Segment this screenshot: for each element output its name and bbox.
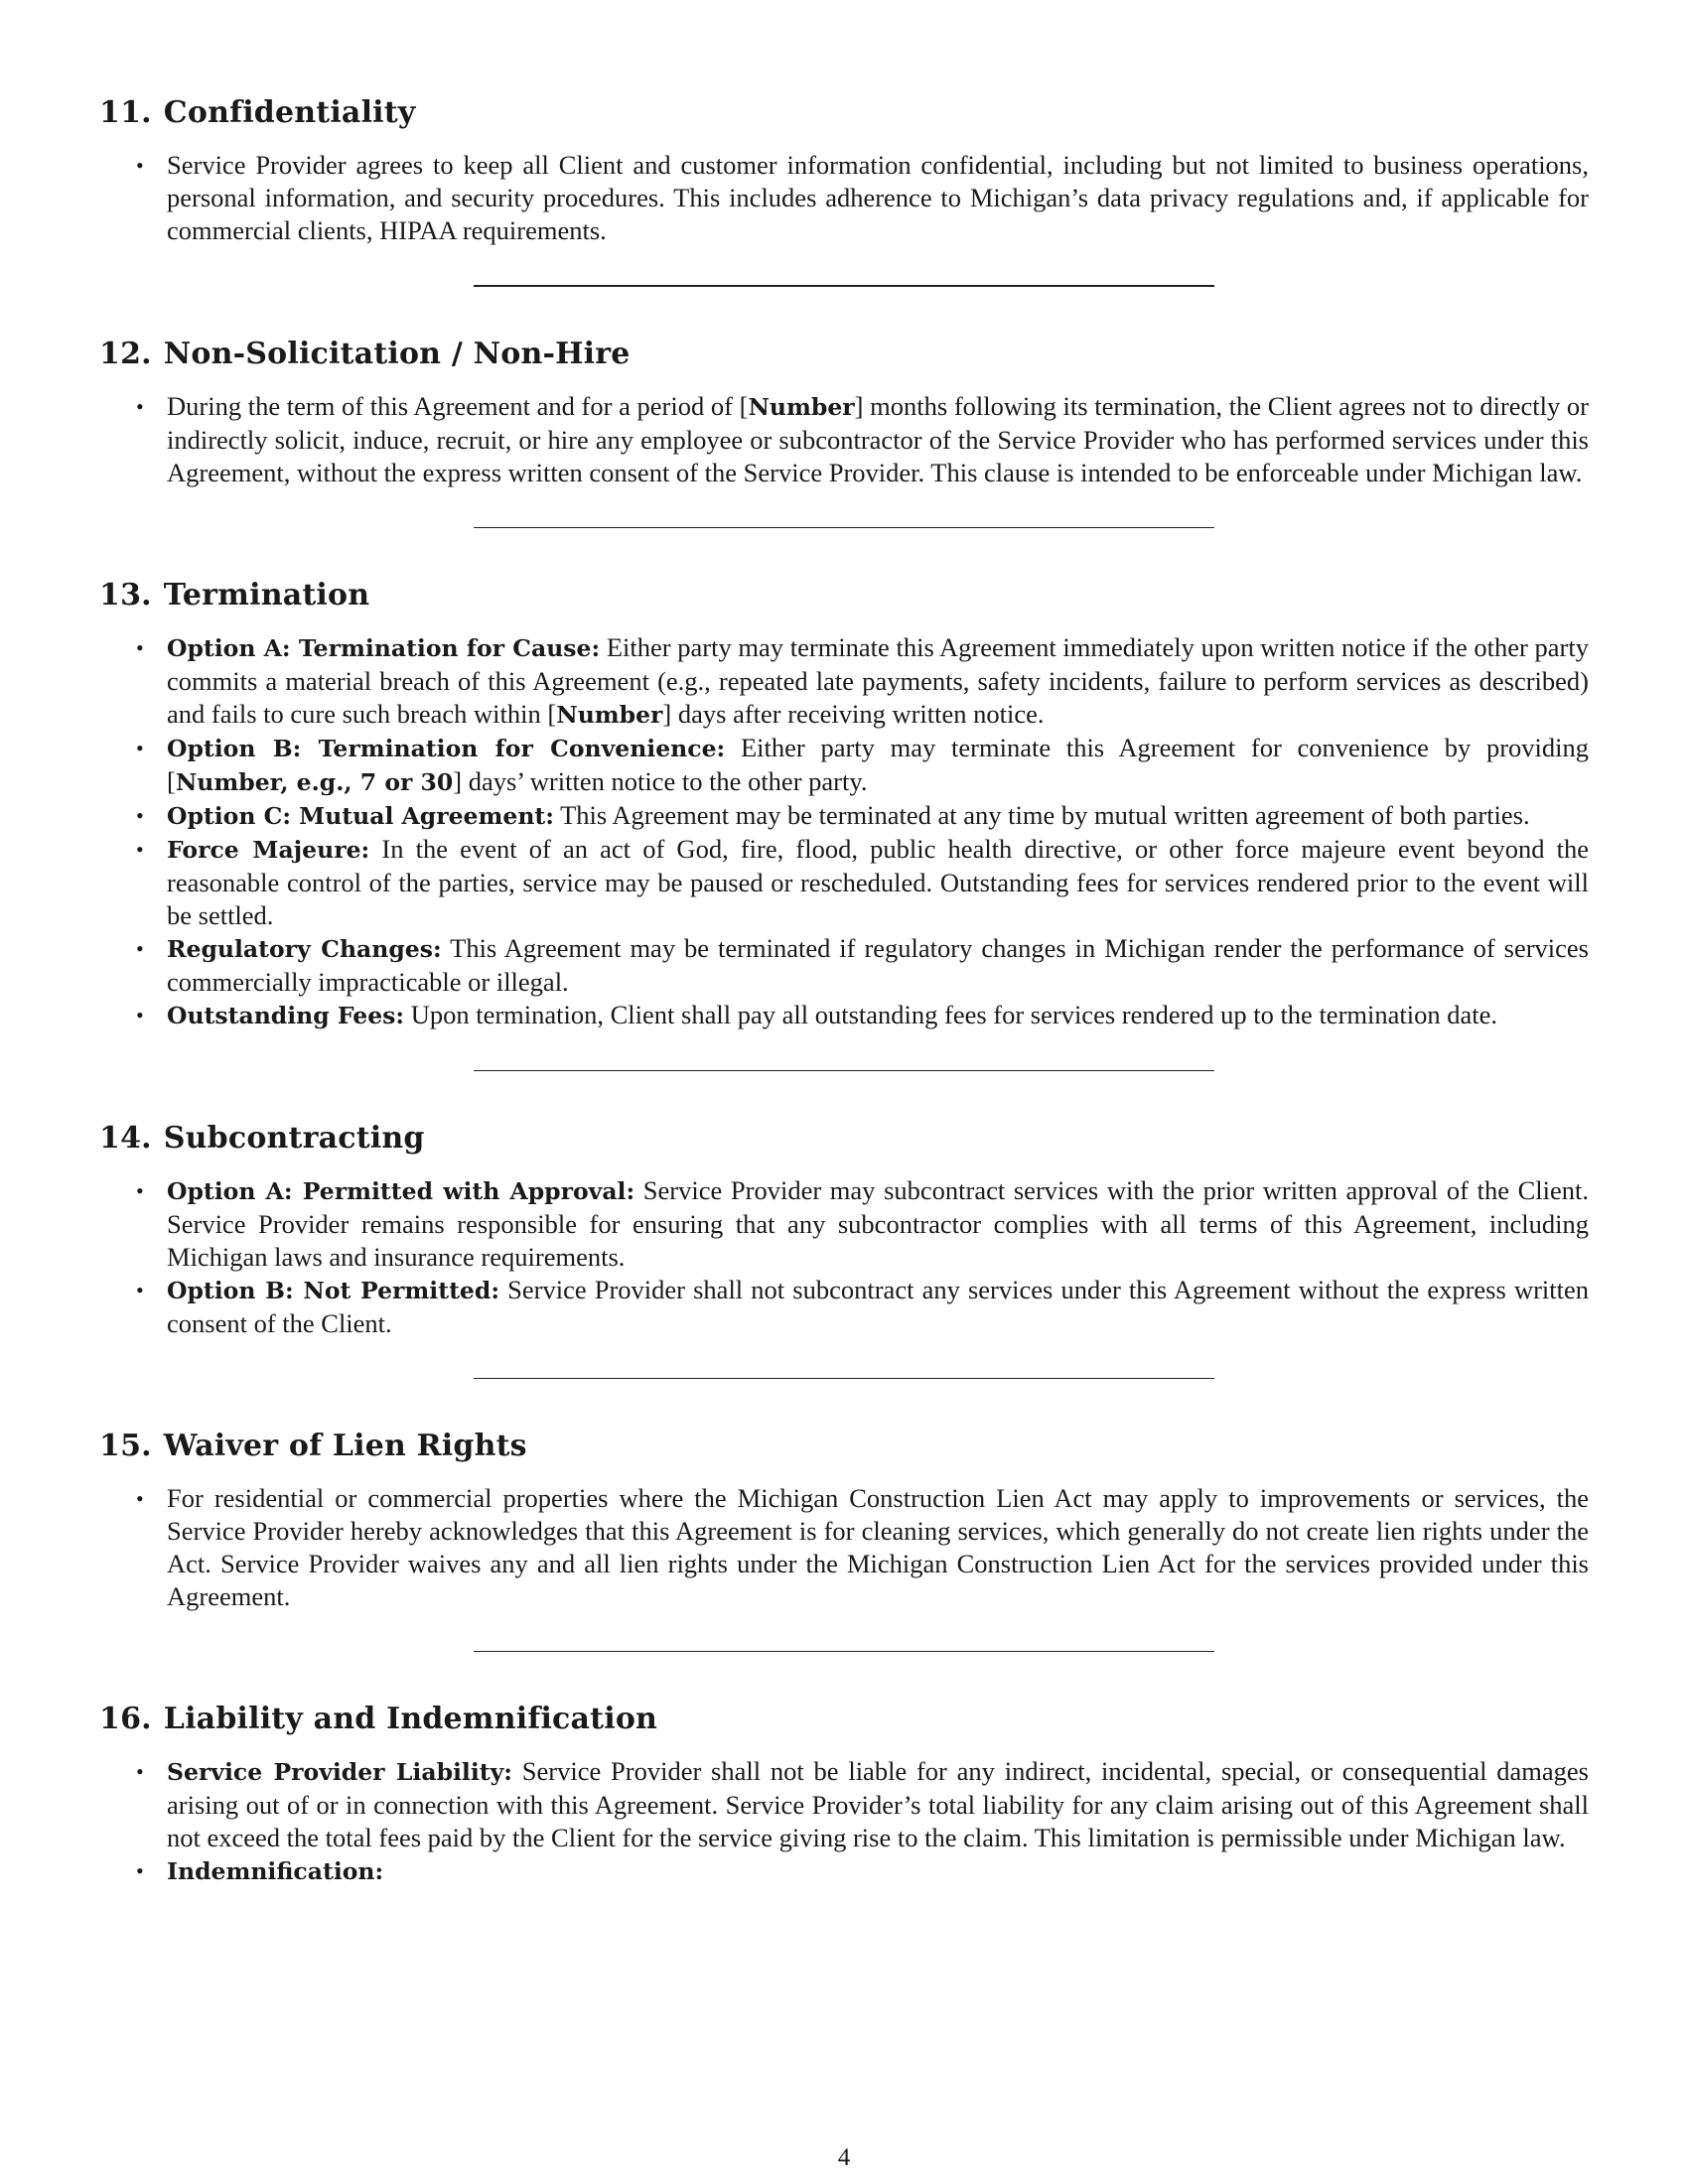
list-item [99,833,1589,932]
section-title: Liability and Indemnification [163,1702,658,1736]
page-number: 4 [837,2144,851,2171]
item-text: In the event of an act of God, fire, flood, public health directive, or other force majeure event beyond the reasonable control of the parties, service may be paused or rescheduled. Outstanding fees for services rendered prior to the event will be settled. [167,834,1589,930]
list-item [99,932,1589,999]
placeholder-field: Number [556,701,663,729]
section-non-solicitation [99,333,1589,489]
document-body [99,91,1589,1888]
section-title: Termination [163,578,370,613]
section-heading [99,1698,1589,1741]
bullet-icon: • [136,153,144,178]
section-subcontracting [99,1117,1589,1340]
section-heading [99,574,1589,617]
item-label: Option C: Mutual Agreement: [167,802,554,830]
item-text: During the term of this Agreement and for a period of [ [167,391,749,421]
section-number: 15. [99,1429,152,1463]
section-number: 11. [99,95,152,130]
item-text: This Agreement may be terminated at any time by mutual written agreement of both parties. [553,800,1530,830]
section-heading [99,1425,1589,1468]
bullet-icon: • [136,1003,144,1027]
item-label: Force Majeure: [167,836,370,864]
bullet-icon: • [136,1858,144,1883]
item-text: Either party may terminate this Agreement for convenience by providing [ [167,733,1589,796]
section-termination [99,574,1589,1032]
item-text: ] days after receiving written notice. [662,699,1045,729]
placeholder-field: Number [748,393,855,421]
placeholder-field: Number, e.g., 7 or 30 [175,768,454,796]
section-waiver-of-lien-rights [99,1425,1589,1613]
item-text: Service Provider agrees to keep all Client and customer information confidential, including but not limited to business operations, personal information, and security procedures. This includes adherence to Michigan’s data privacy regulations and, if applicable for commercial clients, HIPAA requirements. [167,150,1589,245]
item-label: Service Provider Liability: [167,1758,512,1786]
item-label: Option A: Permitted with Approval: [167,1177,635,1205]
bullet-icon: • [136,1178,144,1203]
item-label: Indemnification: [167,1857,384,1885]
item-text: Upon termination, Client shall pay all outstanding fees for services rendered up to the termination date. [404,1000,1497,1029]
item-label: Option A: Termination for Cause: [167,634,601,662]
section-heading [99,1117,1589,1160]
list-item [99,732,1589,799]
item-text: Service Provider shall not subcontract any services under this Agreement without the express written consent of the Client. [167,1275,1590,1338]
section-heading [99,333,1589,376]
section-list [99,390,1589,489]
bullet-icon: • [136,1278,144,1302]
bullet-icon: • [136,394,144,419]
item-text: ] days’ written notice to the other party. [453,766,868,796]
item-text: For residential or commercial properties where the Michigan Construction Lien Act may apply to improvements or services, the Service Provider hereby acknowledges that this Agreement is for cleaning services, which generally do not create lien rights under the Act. Service Provider waives any and all lien rights under the Michigan Construction Lien Act for the services provided under this Agreement. [167,1483,1589,1611]
section-list [99,149,1589,247]
section-title: Waiver of Lien Rights [163,1429,527,1463]
item-label: Regulatory Changes: [167,935,442,963]
section-confidentiality [99,91,1589,247]
list-item [99,1755,1589,1854]
section-heading [99,91,1589,135]
list-item [99,999,1589,1032]
item-text: ] months following its termination, the Client agrees not to directly or indirectly solicit, induce, recruit, or hire any employee or subcontractor of the Service Provider who has performed services under this Agreement, without the express written consent of the Service Provider. This clause is intended to be enforceable under Michigan law. [167,391,1589,487]
section-list [99,1482,1589,1613]
list-item [99,1482,1589,1613]
list-item [99,631,1589,732]
list-item [99,390,1589,489]
section-number: 12. [99,337,152,371]
section-list [99,1174,1589,1340]
list-item [99,1854,1589,1888]
bullet-icon: • [136,1759,144,1784]
bullet-icon: • [136,1486,144,1511]
section-title: Non-Solicitation / Non-Hire [163,337,631,371]
bullet-icon: • [136,803,144,828]
item-text: This Agreement may be terminated if regulatory changes in Michigan render the performance of services commercially impracticable or illegal. [167,933,1589,997]
list-item [99,1274,1589,1340]
bullet-icon: • [136,837,144,862]
item-label: Option B: Termination for Convenience: [167,735,726,762]
item-text: Service Provider shall not be liable for any indirect, incidental, special, or consequential damages arising out of or in connection with this Agreement. Service Provider’s total liability for any claim arising out of this Agreement shall not exceed the total fees paid by the Client for the service giving rise to the claim. This limitation is permissible under Michigan law. [167,1756,1589,1852]
section-list [99,631,1589,1032]
bullet-icon: • [136,936,144,961]
list-item [99,149,1589,247]
item-label: Option B: Not Permitted: [167,1277,499,1304]
list-item [99,799,1589,833]
section-number: 13. [99,578,152,613]
section-liability [99,1698,1589,1888]
section-list [99,1755,1589,1888]
item-text: Either party may terminate this Agreement immediately upon written notice if the other party commits a material breach of this Agreement (e.g., repeated late payments, safety incidents, failure to perform services as described) and fails to cure such breach within [ [167,632,1589,729]
section-title: Subcontracting [163,1121,425,1156]
section-title: Confidentiality [163,95,416,130]
item-text: Service Provider may subcontract services with the prior written approval of the Client. Service Provider remains responsible for ensuring that any subcontractor complies with all terms of this Agreement, including Michigan laws and insurance requirements. [167,1175,1589,1272]
section-number: 16. [99,1702,152,1736]
bullet-icon: • [136,635,144,660]
bullet-icon: • [136,736,144,760]
list-item [99,1174,1589,1274]
section-number: 14. [99,1121,152,1156]
item-label: Outstanding Fees: [167,1002,405,1029]
